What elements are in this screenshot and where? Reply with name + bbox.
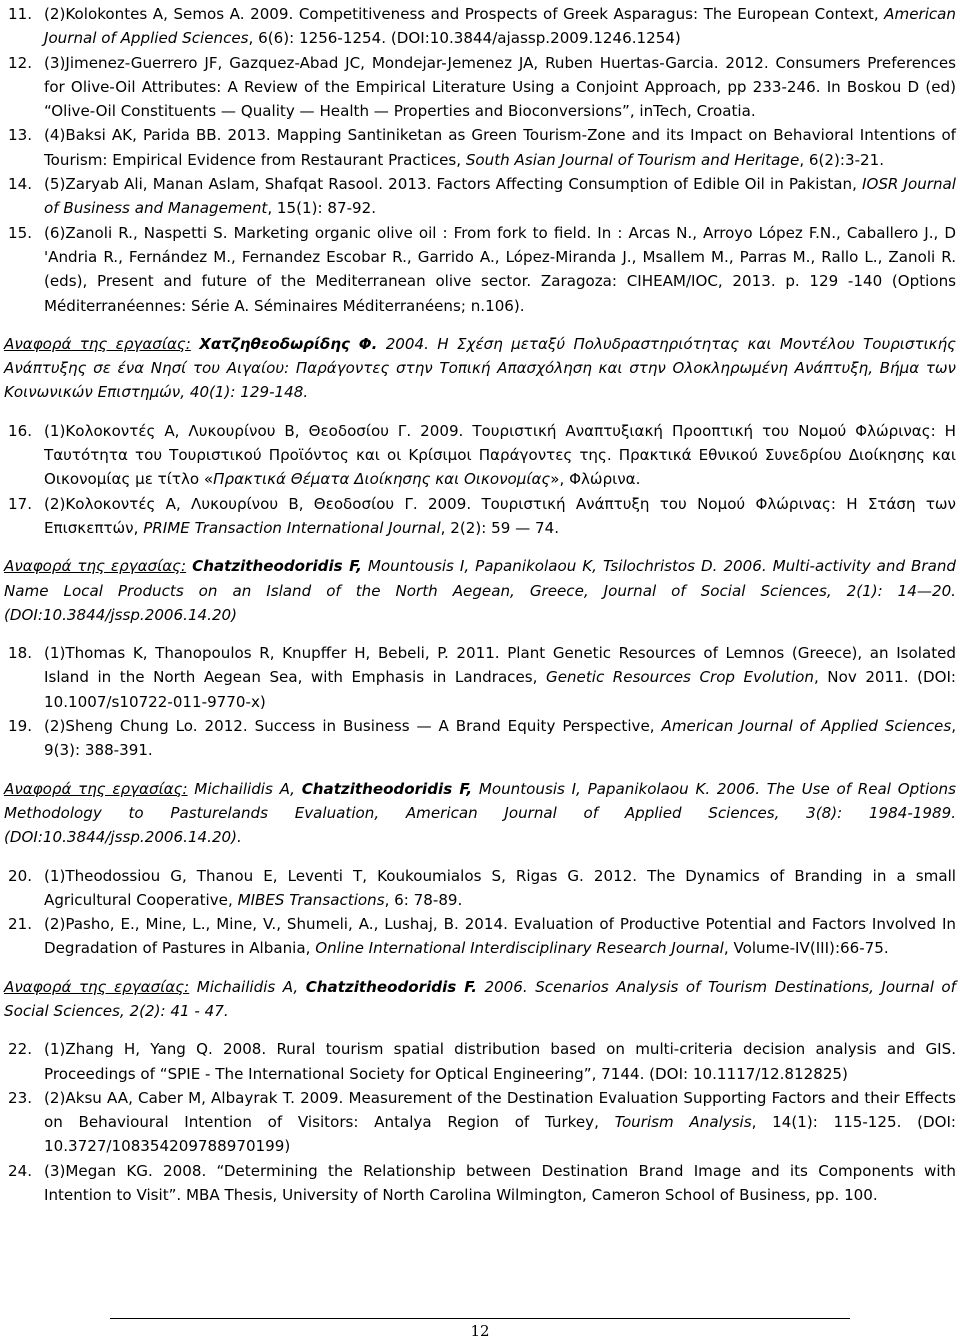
- citation-author: Michailidis A,: [194, 779, 295, 798]
- reference-text-part: , Nov 2011. (DOI: 10.1007/s10722-011-9770-x): [44, 668, 957, 711]
- reference-text-part: (1)Κολοκοντές Α, Λυκουρίνου Β, Θεοδοσίου Γ. 2009. Τουριστική Αναπτυξιακή Προοπτική του Νομού Φλώρινας: Η Ταυτότητα του Τουριστικού Προϊόντος και οι Κρίσιμοι Παράγοντες της. Πρακτικά Εθνικού Συνεδρίου Διοίκησης και Οικονομίας με τίτλο «: [44, 421, 956, 489]
- reference-item: [4, 221, 956, 318]
- reference-item: [4, 864, 956, 913]
- reference-text-part: (4)Baksi AK, Parida BB. 2013. Mapping Santiniketan as Green Tourism-Zone and its Impact on Behavioral Intentions of Tourism: Empirical Evidence from Restaurant Practices,: [44, 126, 956, 169]
- reference-text: [44, 123, 956, 172]
- reference-text-part: , Volume-IV(III):66-75.: [723, 939, 889, 958]
- reference-text-part: (3)Megan KG. 2008. “Determining the Relationship between Destination Brand Image and its Components with Intention to Visit”. MBA Thesis, University of North Carolina Wilmington, Cameron School of Business, pp. 100.: [44, 1161, 956, 1205]
- reference-text: [44, 912, 956, 961]
- citation-text: 2006. Scenarios Analysis of Tourism Destinations, Journal of Social Sciences, 2(2): 41 - 47.: [4, 977, 956, 1020]
- reference-number: 23.: [8, 1088, 33, 1107]
- reference-item: [4, 2, 956, 51]
- reference-text-part: , 14(1): 115-125. (DOI: 10.3727/108354209788970199): [44, 1113, 957, 1156]
- reference-text-part: (1)Zhang H, Yang Q. 2008. Rural tourism spatial distribution based on multi-criteria decision analysis and GIS. Proceedings of “SPIE - The International Society for Optical Engineering”, 7144. (DOI: 10.1117/12.812825): [44, 1040, 956, 1083]
- reference-group: [4, 419, 956, 540]
- reference-item: [4, 912, 956, 961]
- reference-source-title: Genetic Resources Crop Evolution: [546, 668, 814, 687]
- reference-group: [4, 1037, 956, 1207]
- citation-block: [4, 332, 956, 405]
- reference-text: [44, 1086, 956, 1159]
- reference-text: [44, 641, 956, 714]
- reference-number: 11.: [8, 5, 33, 23]
- citation-block: [4, 554, 956, 627]
- reference-text-part: , 9(3): 388-391.: [44, 717, 957, 760]
- reference-source-title: IOSR Journal of Business and Management: [44, 175, 957, 218]
- reference-source-title: PRIME Transaction International Journal: [143, 518, 441, 537]
- reference-source-title: Tourism Analysis: [614, 1113, 752, 1132]
- reference-number: 14.: [8, 175, 33, 194]
- reference-text-part: (1)Theodossiou G, Thanou E, Leventi T, Koukoumialos S, Rigas G. 2012. The Dynamics of Branding in a small Agricultural Cooperative,: [44, 866, 956, 909]
- reference-text-part: (1)Thomas K, Thanopoulos R, Knupffer H, Bebeli, P. 2011. Plant Genetic Resources of Lemnos (Greece), an Isolated Island in the North Aegean Sea, with Emphasis in Landraces,: [44, 644, 956, 687]
- reference-text: [44, 1159, 956, 1208]
- reference-item: [4, 1086, 956, 1159]
- citation-author-bold: Χατζηθεοδωρίδης Φ.: [199, 334, 378, 353]
- reference-number: 20.: [8, 866, 33, 885]
- reference-number: 15.: [8, 223, 33, 242]
- reference-text-part: (5)Zaryab Ali, Manan Aslam, Shafqat Rasool. 2013. Factors Affecting Consumption of Edible Oil in Pakistan,: [44, 175, 863, 194]
- reference-number: 19.: [8, 717, 33, 736]
- reference-list: [4, 2, 956, 1207]
- reference-text: [44, 1037, 956, 1086]
- citation-label: Αναφορά της εργασίας:: [4, 779, 188, 798]
- reference-text-part: (2)Aksu AA, Caber M, Albayrak T. 2009. Measurement of the Destination Evaluation Supporting Factors and their Effects on Behavioural Intention of Visitors: Antalya Region of Turkey,: [44, 1088, 956, 1132]
- reference-text: [44, 864, 956, 913]
- reference-number: 12.: [8, 53, 33, 72]
- reference-source-title: Online International Interdisciplinary Research Journal: [315, 939, 724, 958]
- reference-source-title: Πρακτικά Θέματα Διοίκησης και Οικονομίας: [213, 470, 551, 489]
- reference-text-part: (2)Κολοκοντές Α, Λυκουρίνου Β, Θεοδοσίου Γ. 2009. Τουριστική Ανάπτυξη του Νομού Φλώρινας: Η Στάση των Επισκεπτών,: [44, 494, 956, 537]
- reference-text-part: », Φλώρινα.: [550, 470, 641, 489]
- reference-text-part: , 6: 78-89.: [384, 890, 463, 909]
- reference-source-title: American Journal of Applied Sciences: [44, 5, 956, 48]
- citation-label: Αναφορά της εργασίας:: [4, 334, 191, 353]
- reference-item: [4, 492, 956, 541]
- citation-text: Mountousis I, Papanikolaou K, Tsilochristos D. 2006. Multi-activity and Brand Name Local Products on an Island of the North Aegean, Greece, Journal of Social Sciences, 2(1): 14—20. (DOI:10.3844/jssp.2006.14.20): [4, 557, 956, 624]
- citation-author-bold: Chatzitheodoridis F,: [301, 779, 473, 798]
- citation-author: Michailidis A,: [196, 977, 299, 996]
- reference-text-part: (2)Kolokontes A, Semos A. 2009. Competitiveness and Prospects of Greek Asparagus: The European Context,: [44, 5, 885, 23]
- reference-number: 21.: [8, 915, 33, 934]
- citation-text: Mountousis I, Papanikolaou K. 2006. The Use of Real Options Methodology to Pasturelands Evaluation, American Journal of Applied Sciences, 3(8): 1984-1989. (DOI:10.3844/jssp.2006.14.20).: [4, 779, 956, 847]
- reference-text: [44, 2, 956, 51]
- citation-block: [4, 975, 956, 1024]
- reference-item: [4, 1159, 956, 1208]
- reference-text: [44, 419, 956, 492]
- reference-number: 17.: [8, 494, 33, 513]
- reference-text-part: (6)Zanoli R., Naspetti S. Marketing organic olive oil : From fork to field. In : Arcas N., Arroyo López F.N., Caballero J., D 'Andria R., Fernández M., Fernandez Escobar R., Garrido A., López-Miranda J., Msallem M., Parras M., Rallo L., Zanoli R. (eds), Present and future of the Mediterranean olive sector. Zaragoza: CIHEAM/IOC, 2013. p. 129 -140 (Options Méditerranéennes: Série A. Séminaires Méditerranéens; n.106).: [44, 223, 956, 315]
- reference-source-title: MIBES Transactions: [237, 890, 385, 909]
- reference-text-part: , 6(6): 1256-1254. (DOI:10.3844/ajassp.2009.1246.1254): [248, 29, 681, 48]
- reference-number: 13.: [8, 126, 33, 145]
- reference-number: 16.: [8, 421, 33, 440]
- reference-text-part: , 6(2):3-21.: [799, 150, 885, 169]
- footer-divider: [110, 1318, 850, 1319]
- reference-text-part: (2)Sheng Chung Lo. 2012. Success in Business — A Brand Equity Perspective,: [44, 717, 662, 736]
- reference-text-part: , 15(1): 87-92.: [267, 199, 377, 218]
- reference-text-part: (2)Pasho, E., Mine, L., Mine, V., Shumeli, A., Lushaj, B. 2014. Evaluation of Productive Potential and Factors Involved In Degradation of Pastures in Albania,: [44, 915, 956, 958]
- reference-text: [44, 172, 956, 221]
- citation-label: Αναφορά της εργασίας:: [4, 977, 190, 996]
- citation-label: Αναφορά της εργασίας:: [4, 557, 187, 576]
- citation-block: [4, 777, 956, 850]
- reference-text: [44, 492, 956, 541]
- reference-group: [4, 641, 956, 762]
- reference-text-part: , 2(2): 59 — 74.: [440, 518, 560, 537]
- reference-group: [4, 864, 956, 961]
- citation-author-bold: Chatzitheodoridis F,: [192, 557, 362, 576]
- reference-item: [4, 641, 956, 714]
- reference-item: [4, 123, 956, 172]
- reference-text: [44, 51, 956, 124]
- citation-text: 2004. Η Σχέση μεταξύ Πολυδραστηριότητας και Μοντέλου Τουριστικής Ανάπτυξης σε ένα Νησί του Αιγαίου: Παράγοντες στην Τοπική Απασχόληση και στην Ολοκληρωμένη Ανάπτυξη, Βήμα των Κοινωνικών Επιστημών, 40(1): 129-148.: [4, 334, 956, 402]
- reference-item: [4, 714, 956, 763]
- reference-item: [4, 1037, 956, 1086]
- reference-text: [44, 221, 956, 318]
- citation-author-bold: Chatzitheodoridis F.: [305, 977, 477, 996]
- reference-item: [4, 419, 956, 492]
- page-number: 12: [470, 1322, 490, 1340]
- reference-text: [44, 714, 956, 763]
- reference-source-title: South Asian Journal of Tourism and Heritage: [465, 150, 800, 169]
- reference-number: 22.: [8, 1040, 33, 1059]
- reference-text-part: (3)Jimenez-Guerrero JF, Gazquez-Abad JC, Mondejar-Jemenez JA, Ruben Huertas-Garcia. 2012. Consumers Preferences for Olive-Oil Attributes: A Review of the Empirical Literature Using a Conjoint Approach, pp 233-246. In Boskou D (ed) “Olive-Oil Constituents — Quality — Health — Properties and Bioconversions”, inTech, Croatia.: [44, 53, 956, 121]
- reference-source-title: American Journal of Applied Sciences: [661, 717, 952, 736]
- reference-group: [4, 2, 956, 318]
- reference-item: [4, 51, 956, 124]
- reference-item: [4, 172, 956, 221]
- reference-number: 24.: [8, 1161, 33, 1180]
- reference-number: 18.: [8, 644, 33, 663]
